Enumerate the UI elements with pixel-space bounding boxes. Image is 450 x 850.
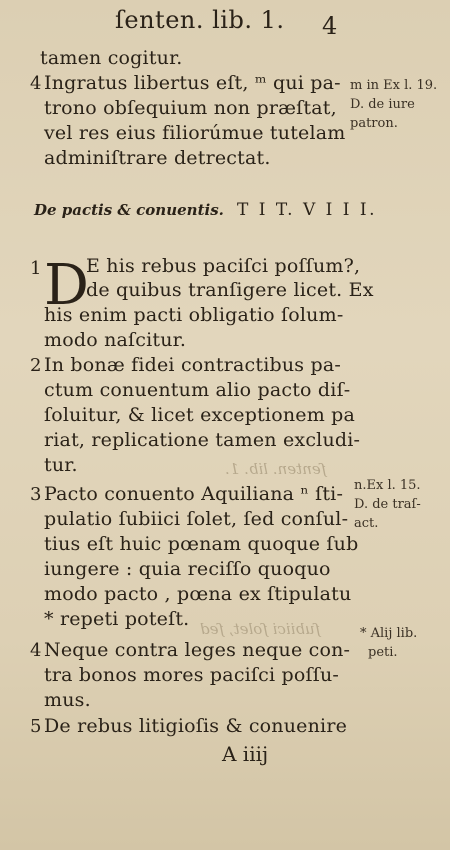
text-line: ctum conuentum alio pacto diſ- bbox=[44, 379, 351, 401]
text-line: E his rebus paciſci poſſum?, bbox=[86, 255, 361, 277]
text-line: pulatio ſubiici ſolet, ſed conſul- bbox=[44, 508, 349, 530]
text-line: tamen cogitur. bbox=[40, 47, 183, 69]
show-through-text: ſenten. lib. 1. bbox=[225, 460, 327, 478]
section-heading-title: T I T. V I I I. bbox=[236, 200, 378, 220]
running-title: ſenten. lib. 1. bbox=[115, 6, 285, 34]
drop-cap: D bbox=[44, 253, 89, 318]
margin-note: m in Ex l. 19. bbox=[350, 78, 438, 93]
text-line: tra bonos mores paciſci poſſu- bbox=[44, 664, 340, 686]
show-through-text: ſubiici ſolet, ſed bbox=[200, 620, 321, 638]
paragraph-number: 4 bbox=[30, 640, 42, 661]
text-line: In bonæ fidei contractibus pa- bbox=[44, 354, 341, 376]
text-line: adminiſtrare detrectat. bbox=[44, 147, 271, 169]
text-line: mus. bbox=[44, 689, 91, 711]
text-line: De rebus litigioſis & conuenire bbox=[44, 715, 348, 737]
signature-mark: A iiij bbox=[222, 742, 269, 766]
text-line: trono obſequium non præſtat, bbox=[44, 97, 337, 119]
text-line: modo naſcitur. bbox=[44, 329, 187, 351]
margin-note: * Alij lib. bbox=[360, 626, 418, 641]
section-heading bbox=[34, 200, 377, 220]
text-line: Neque contra leges neque con- bbox=[44, 639, 351, 661]
margin-note: n.Ex l. 15. bbox=[354, 478, 421, 493]
paragraph-number: 5 bbox=[30, 716, 42, 737]
paragraph-number: 4 bbox=[30, 73, 42, 94]
margin-note: D. de traſ- bbox=[354, 497, 421, 512]
text-line: tur. bbox=[44, 454, 78, 476]
margin-note: D. de iure bbox=[350, 97, 415, 112]
text-line: Pacto conuento Aquiliana ⁿ ſti- bbox=[44, 483, 344, 505]
text-line: Ingratus libertus eſt, ᵐ qui pa- bbox=[44, 72, 341, 94]
text-line: de quibus tranſigere licet. Ex bbox=[86, 279, 374, 301]
text-line: iungere : quia reciſſo quoquo bbox=[44, 558, 331, 580]
margin-note: peti. bbox=[368, 645, 398, 660]
text-line: * repeti poteſt. bbox=[44, 608, 190, 630]
paragraph-number: 2 bbox=[30, 355, 42, 376]
text-line: tius eſt huic pœnam quoque ſub bbox=[44, 533, 359, 555]
text-line: his enim pacti obligatio ſolum- bbox=[44, 304, 344, 326]
section-heading-italic: De pactis & conuentis. bbox=[34, 201, 224, 219]
text-line: modo pacto , pœna ex ſtipulatu bbox=[44, 583, 352, 605]
text-line: riat, replicatione tamen excludi- bbox=[44, 429, 361, 451]
page-number: 4 bbox=[322, 12, 338, 40]
margin-note: act. bbox=[354, 516, 379, 531]
text-line: vel res eius filiorúmue tutelam bbox=[44, 122, 346, 144]
margin-note: patron. bbox=[350, 116, 398, 131]
paragraph-number: 3 bbox=[30, 484, 42, 505]
paragraph-number: 1 bbox=[30, 258, 42, 279]
text-line: ſoluitur, & licet exceptionem pa bbox=[44, 404, 356, 426]
